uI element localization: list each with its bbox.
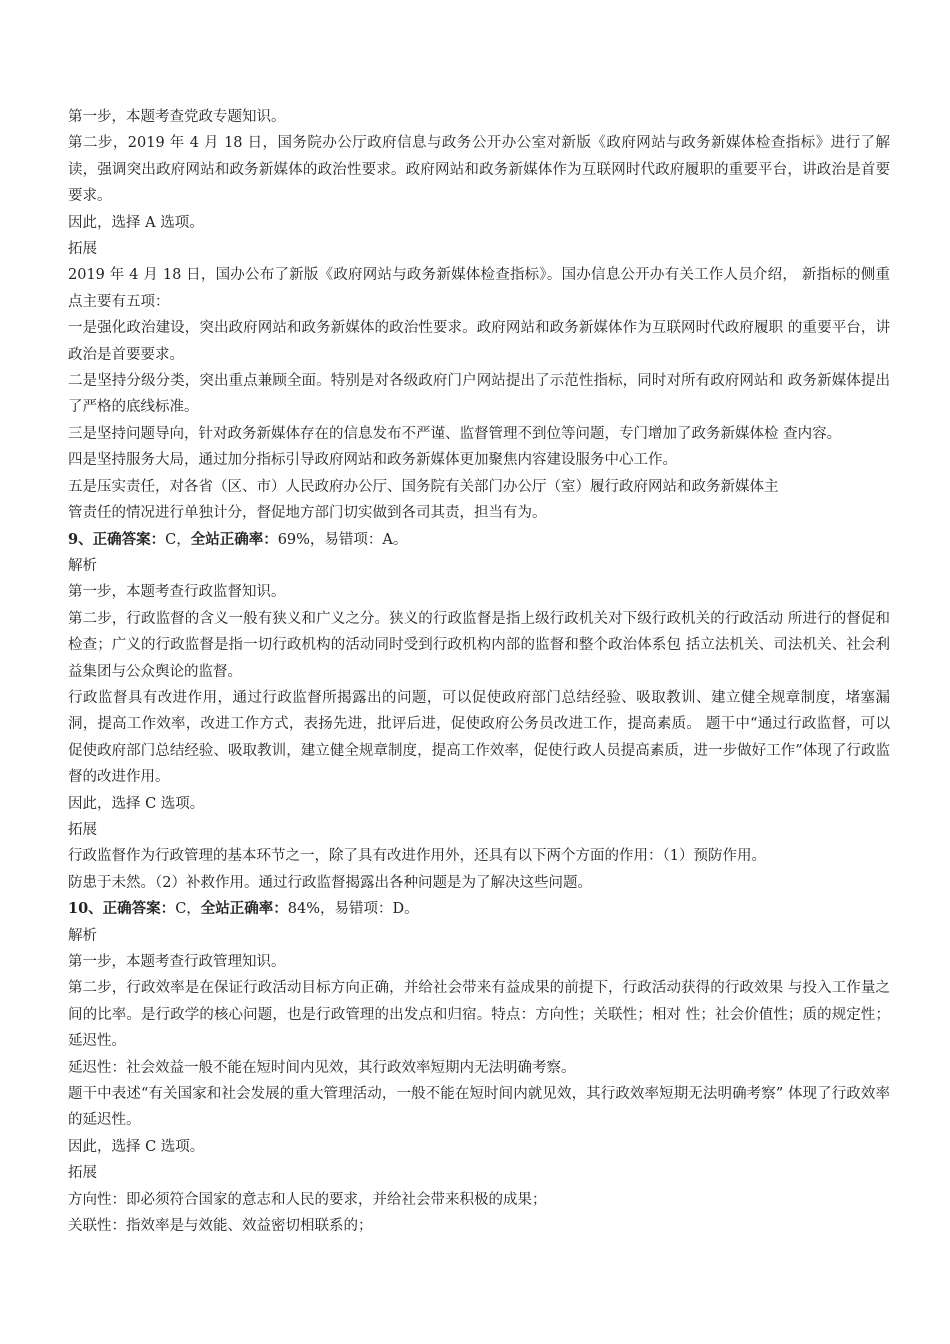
paragraph: 三是坚持问题导向，针对政务新媒体存在的信息发布不严谨、监督管理不到位等问题，专门增加了政务新媒体检 查内容。 <box>68 425 842 442</box>
paragraph: 题干中表述“有关国家和社会发展的重大管理活动，一般不能在短时间内就见效，其行政效率短期无法明确考察” 体现了行政效率的延迟性。 <box>68 1086 890 1129</box>
rate-value: 69%，易错项：A。 <box>277 531 408 548</box>
paragraph: 管责任的情况进行单独计分，督促地方部门切实做到各司其责，担当有为。 <box>68 505 547 522</box>
paragraph: 因此，选择 C 选项。 <box>68 1138 205 1155</box>
paragraph: 关联性：指效率是与效能、效益密切相联系的； <box>68 1218 373 1235</box>
paragraph: 第二步，2019 年 4 月 18 日，国务院办公厅政府信息与政务公开办公室对新版《政府网站与政务新媒体检查指标》进行了解读，强调突出政府网站和政务新媒体的政治性要求。政府网站和政务新媒体作为互联网时代政府履职的重要平台，讲政治是首要要求。 <box>68 135 890 205</box>
paragraph: 行政监督具有改进作用，通过行政监督所揭露出的问题，可以促使政府部门总结经验、吸取教训、建立健全规章制度，堵塞漏洞，提高工作效率，改进工作方式，表扬先进，批评后进，促使政府公务员改进工作，提高素质。 题干中“通过行政监督，可以促使政府部门总结经验、吸取教训，建立健全规章制度，提高工作效率，促使行政人员提高素质，进一步做好工作”体现了行政监督的改进作用。 <box>68 689 890 786</box>
section-label-expand: 拓展 <box>68 1165 97 1182</box>
section-label-analysis: 解析 <box>68 927 97 944</box>
answer-value: C， <box>165 531 191 548</box>
question-10-answer-line <box>68 896 890 922</box>
paragraph: 第一步，本题考查行政管理知识。 <box>68 954 286 970</box>
paragraph: 第二步，行政监督的含义一般有狭义和广义之分。狭义的行政监督是指上级行政机关对下级行政机关的行政活动 所进行的督促和检查；广义的行政监督是指一切行政机构的活动同时受到行政机构内部的监督和整个政治体系包 括立法机关、司法机关、社会利益集团与公众舆论的监督。 <box>68 610 890 680</box>
section-label-expand: 拓展 <box>68 821 97 838</box>
rate-label: 全站正确率： <box>200 900 288 918</box>
paragraph: 一是强化政治建设，突出政府网站和政务新媒体的政治性要求。政府网站和政务新媒体作为互联网时代政府履职 的重要平台，讲政治是首要要求。 <box>68 320 890 363</box>
document-page <box>68 104 890 1239</box>
answer-value: C， <box>175 901 201 918</box>
answer-label: 9、正确答案： <box>68 530 166 548</box>
paragraph: 第一步，本题考查行政监督知识。 <box>68 584 286 601</box>
paragraph: 第二步，行政效率是在保证行政活动目标方向正确，并给社会带来有益成果的前提下，行政活动获得的行政效果 与投入工作量之间的比率。是行政学的核心问题，也是行政管理的出发点和归宿。特点：方向性；关联性；相对 性；社会价值性；质的规定性；延迟性。 <box>68 980 890 1050</box>
paragraph: 五是压实责任，对各省（区、市）人民政府办公厅、国务院有关部门办公厅（室）履行政府网站和政务新媒体主 <box>68 478 779 495</box>
rate-label: 全站正确率： <box>190 530 278 548</box>
paragraph: 2019 年 4 月 18 日，国办公布了新版《政府网站与政务新媒体检查指标》。国办信息公开办有关工作人员介绍， 新指标的侧重点主要有五项： <box>68 267 890 310</box>
question-9-answer-line <box>68 527 890 553</box>
section-label-expand: 拓展 <box>68 241 97 258</box>
paragraph: 行政监督作为行政管理的基本环节之一，除了具有改进作用外，还具有以下两个方面的作用：（1）预防作用。 <box>68 848 766 865</box>
paragraph: 因此，选择 C 选项。 <box>68 795 205 812</box>
paragraph: 防患于未然。（2）补救作用。通过行政监督揭露出各种问题是为了解决这些问题。 <box>68 874 592 891</box>
paragraph: 方向性：即必须符合国家的意志和人民的要求，并给社会带来积极的成果； <box>68 1191 547 1208</box>
paragraph: 二是坚持分级分类，突出重点兼顾全面。特别是对各级政府门户网站提出了示范性指标，同时对所有政府网站和 政务新媒体提出了严格的底线标准。 <box>68 373 890 416</box>
paragraph: 第一步，本题考查党政专题知识。 <box>68 109 286 125</box>
paragraph: 四是坚持服务大局，通过加分指标引导政府网站和政务新媒体更加聚焦内容建设服务中心工作。 <box>68 452 677 469</box>
section-label-analysis: 解析 <box>68 557 97 574</box>
rate-value: 84%，易错项：D。 <box>287 901 419 918</box>
paragraph: 延迟性：社会效益一般不能在短时间内见效，其行政效率短期内无法明确考察。 <box>68 1059 576 1076</box>
paragraph: 因此，选择 A 选项。 <box>68 214 204 231</box>
answer-label: 10、正确答案： <box>68 900 176 918</box>
